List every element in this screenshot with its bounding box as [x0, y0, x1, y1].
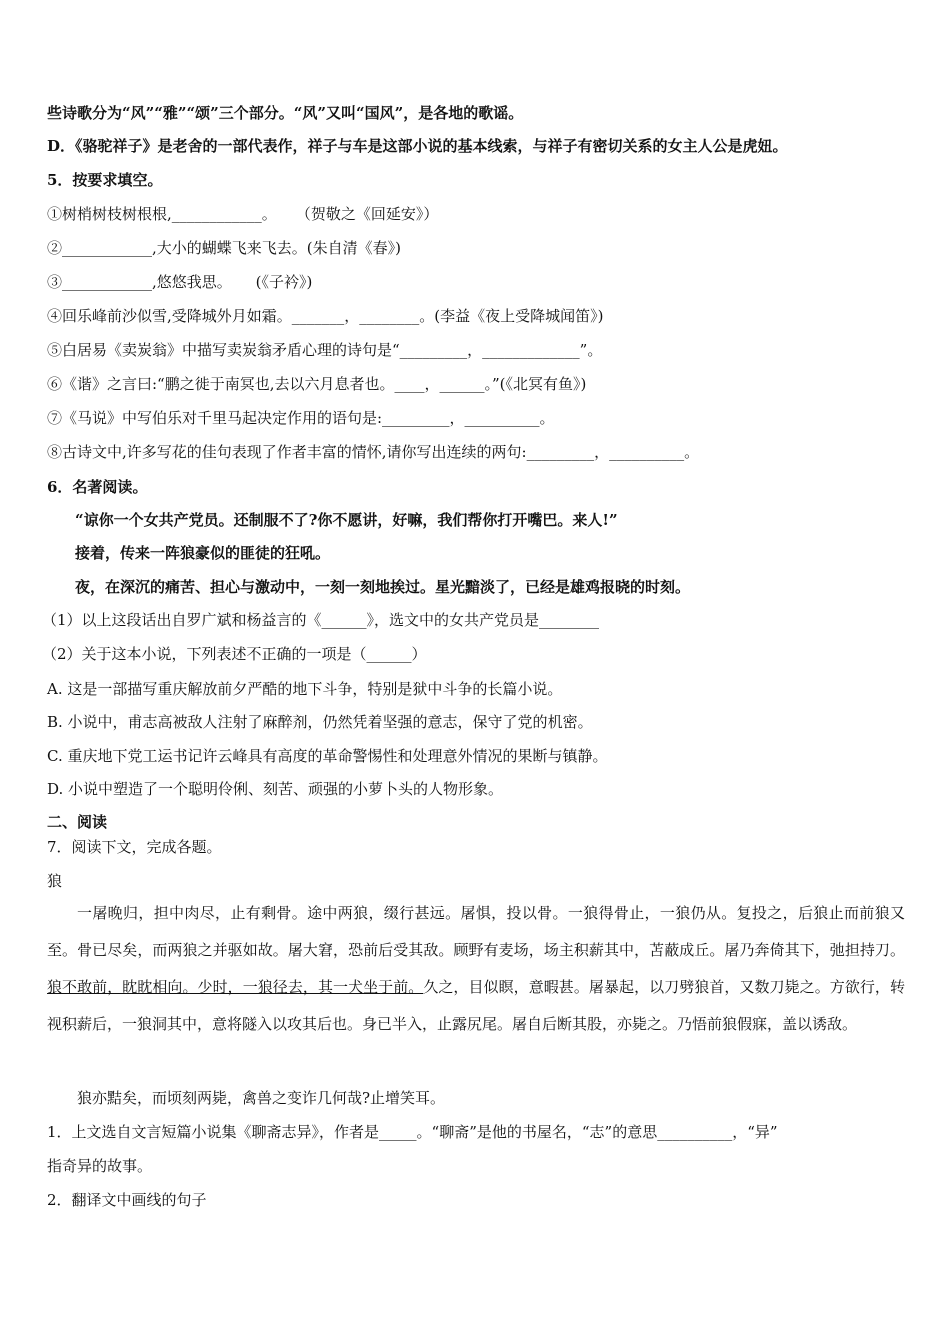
fill-item-3: ③____________,悠悠我思。 (《子衿》) — [47, 273, 313, 291]
fill-item-5: ⑤白居易《卖炭翁》中描写卖炭翁矛盾心理的诗句是“_________，_____________”。 — [47, 341, 603, 359]
sub-question-2: （2）关于这本小说，下列表述不正确的一项是（______） — [42, 645, 427, 663]
sub-question-1: （1）以上这段话出自罗广斌和杨益言的《______》，选文中的女共产党员是________ — [42, 611, 600, 629]
option-d: D. 小说中塑造了一个聪明伶俐、刻苦、顽强的小萝卜头的人物形象。 — [47, 780, 504, 798]
fill-item-8: ⑧古诗文中,许多写花的佳句表现了作者丰富的情怀,请你写出连续的两句:_________，__________。 — [47, 443, 700, 461]
passage-paragraph-2: 狼亦黠矣，而顷刻两毙，禽兽之变诈几何哉?止增笑耳。 — [77, 1089, 446, 1107]
question-6-title: 6．名著阅读。 — [47, 478, 148, 496]
passage-text: 久之，目似瞑，意暇甚。屠暴起，以刀劈狼首，又数刀毙之。方欲行，转视积薪后，一狼洞其中，意将隧入以攻其后也。身已半入，止露尻尾。屠自后断其股，亦毙之。乃悟前狼假寐，盖以诱敌。 — [47, 978, 905, 1033]
text-line: 些诗歌分为“风”“雅”“颂”三个部分。“风”又叫“国风”，是各地的歌谣。 — [47, 104, 524, 122]
question-7-title: 7．阅读下文，完成各题。 — [47, 838, 222, 856]
sub-question-7-2: 2．翻译文中画线的句子 — [47, 1191, 207, 1209]
fill-item-4: ④回乐峰前沙似雪,受降城外月如霜。_______，________。(李益《夜上受降城闻笛》) — [47, 307, 604, 325]
option-d-line: D．《骆驼祥子》是老舍的一部代表作，祥子与车是这部小说的基本线索，与祥子有密切关系的女主人公是虎妞。 — [47, 137, 788, 155]
question-5-title: 5．按要求填空。 — [47, 171, 163, 189]
underlined-sentence: 狼不敢前，眈眈相向。少时，一狼径去，其一犬坐于前。 — [47, 978, 424, 996]
excerpt-line-1: “谅你一个女共产党员。还制服不了?你不愿讲，好嘛，我们帮你打开嘴巴。来人!” — [75, 511, 618, 529]
fill-item-6: ⑥《谐》之言曰:“鹏之徙于南冥也,去以六月息者也。____，______。”(《北冥有鱼》) — [47, 375, 587, 393]
passage-text: 一屠晚归，担中肉尽，止有剩骨。途中两狼，缀行甚远。屠惧，投以骨。一狼得骨止，一狼仍从。复投之，后狼止而前狼又至。骨已尽矣，而两狼之并驱如故。屠大窘，恐前后受其敌。顾野有麦场，场主积薪其中，苫蔽成丘。屠乃奔倚其下，弛担持刀。 — [47, 904, 905, 959]
passage-paragraph-1 — [47, 895, 905, 1043]
passage-title: 狼 — [47, 872, 63, 890]
fill-item-1: ①树梢树枝树根根,____________。 （贺敬之《回延安》） — [47, 205, 439, 223]
option-a: A. 这是一部描写重庆解放前夕严酷的地下斗争，特别是狱中斗争的长篇小说。 — [47, 680, 563, 698]
fill-item-7: ⑦《马说》中写伯乐对千里马起决定作用的语句是:_________，__________。 — [47, 409, 555, 427]
option-b: B. 小说中，甫志高被敌人注射了麻醉剂，仍然凭着坚强的意志，保守了党的机密。 — [47, 713, 593, 731]
excerpt-line-3: 夜，在深沉的痛苦、担心与激动中，一刻一刻地挨过。星光黯淡了，已经是雄鸡报晓的时刻。 — [75, 578, 691, 596]
option-c: C. 重庆地下党工运书记许云峰具有高度的革命警惕性和处理意外情况的果断与镇静。 — [47, 747, 608, 765]
section-heading: 二、阅读 — [47, 813, 108, 831]
sub-question-7-1: 1．上文选自文言短篇小说集《聊斋志异》，作者是_____。“聊斋”是他的书屋名，“志”的意思__________，“异” — [47, 1123, 778, 1141]
sub-question-7-1-cont: 指奇异的故事。 — [47, 1157, 153, 1175]
fill-item-2: ②____________,大小的蝴蝶飞来飞去。(朱自清《春》) — [47, 239, 401, 257]
excerpt-line-2: 接着，传来一阵狼豪似的匪徒的狂吼。 — [75, 544, 331, 562]
